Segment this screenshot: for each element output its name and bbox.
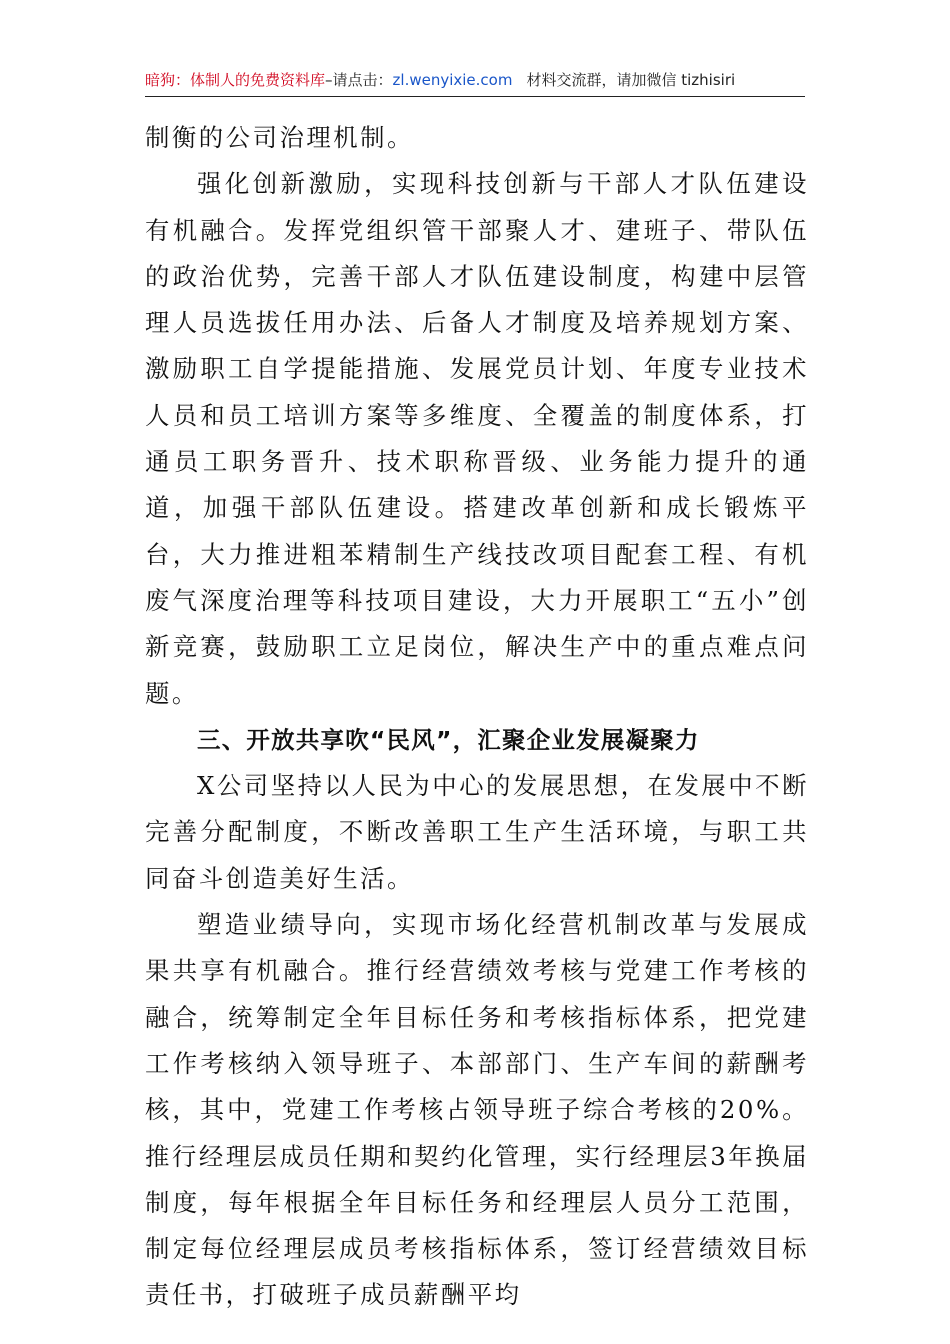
- document-body: [145, 115, 809, 1319]
- paragraph-innovation-incentive: 强化创新激励，实现科技创新与干部人才队伍建设有机融合。发挥党组织管干部聚人才、建班子、带队伍的政治优势，完善干部人才队伍建设制度，构建中层管理人员选拔任用办法、后备人才制度及培养规划方案、激励职工自学提能措施、发展党员计划、年度专业技术人员和员工培训方案等多维度、全覆盖的制度体系，打通员工职务晋升、技术职称晋级、业务能力提升的通道，加强干部队伍建设。搭建改革创新和成长锻炼平台，大力推进粗苯精制生产线技改项目配套工程、有机废气深度治理等科技项目建设，大力开展职工“五小”创新竞赛，鼓励职工立足岗位，解决生产中的重点难点问题。: [145, 169, 809, 708]
- header-site-label: 暗狗：体制人的免费资料库: [145, 71, 326, 89]
- section-heading-3: 三、开放共享吹“民风”，汇聚企业发展凝聚力: [197, 725, 700, 754]
- paragraph-continuation: 制衡的公司治理机制。: [145, 123, 414, 152]
- paragraph-performance-orientation: 塑造业绩导向，实现市场化经营机制改革与发展成果共享有机融合。推行经营绩效考核与党建工作考核的融合，统筹制定全年目标任务和考核指标体系，把党建工作考核纳入领导班子、本部部门、生产车间的薪酬考核，其中，党建工作考核占领导班子综合考核的20%。推行经理层成员任期和契约化管理，实行经理层3年换届制度，每年根据全年目标任务和经理层人员分工范围，制定每位经理层成员考核指标体系，签订经营绩效目标责任书，打破班子成员薪酬平均: [145, 910, 809, 1310]
- header-group-info: 材料交流群，请加微信 tizhisiri: [526, 71, 736, 89]
- paragraph-section-intro: X公司坚持以人民为中心的发展思想，在发展中不断完善分配制度，不断改善职工生产生活环境，与职工共同奋斗创造美好生活。: [145, 771, 809, 893]
- header-link[interactable]: zl.wenyixie.com: [392, 71, 513, 89]
- page-header: [145, 66, 805, 97]
- header-link-prompt: –请点击：: [325, 71, 393, 89]
